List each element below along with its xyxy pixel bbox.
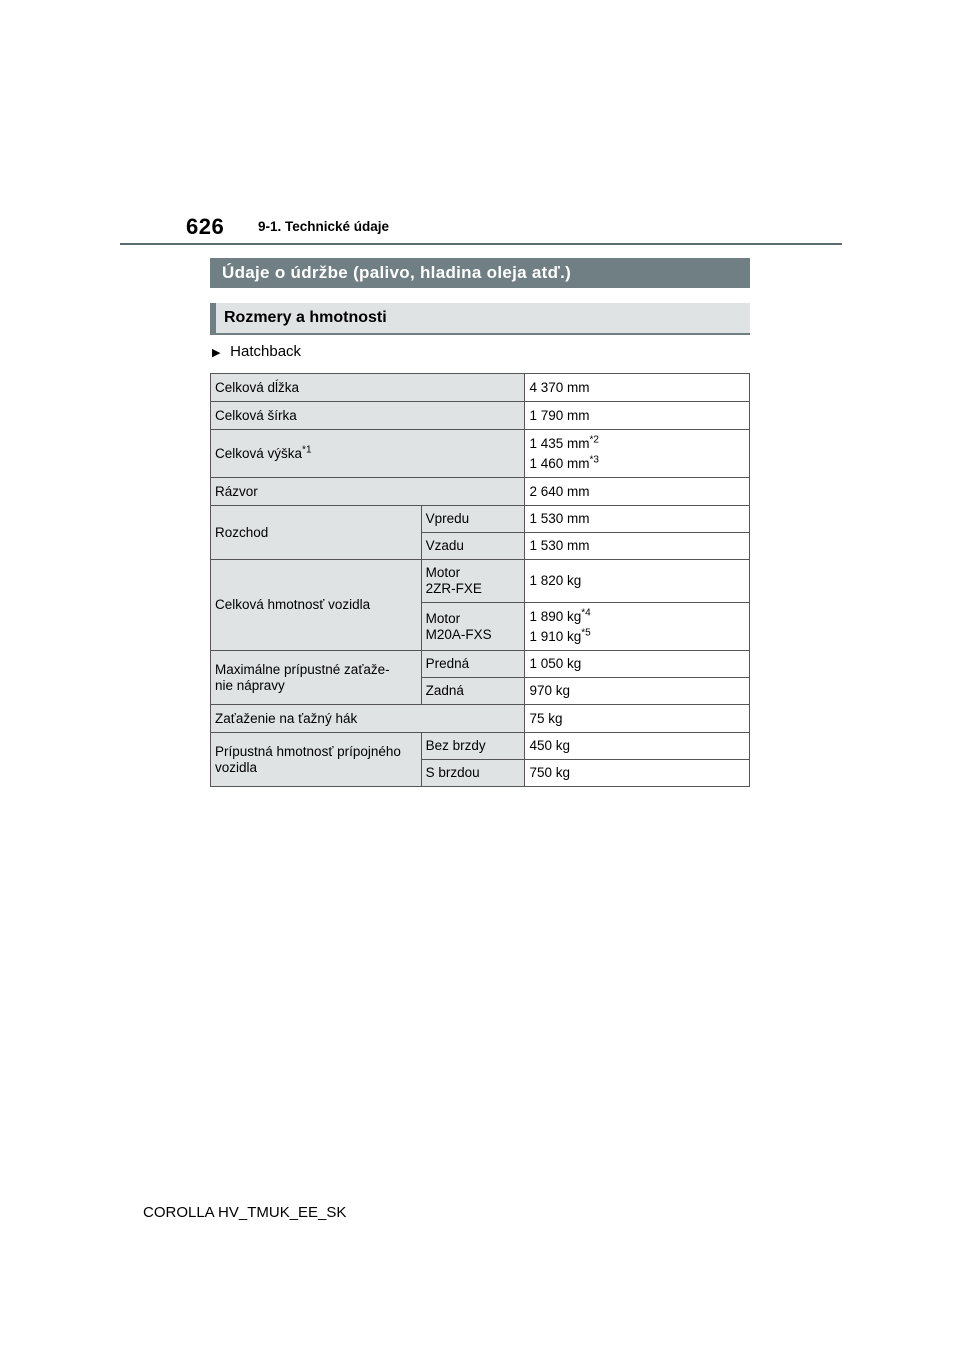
sublabel-cell: Predná <box>421 651 525 678</box>
value-line <box>529 456 745 472</box>
value-cell: 450 kg <box>525 733 750 760</box>
value-line <box>529 609 745 625</box>
value-cell: 1 530 mm <box>525 506 750 533</box>
value-cell: 750 kg <box>525 760 750 787</box>
table-row <box>211 705 750 733</box>
footnote-ref: *4 <box>581 607 591 618</box>
value-cell <box>525 430 750 478</box>
value-line <box>529 436 745 452</box>
label-cell <box>211 733 422 787</box>
bullet-item <box>212 343 301 360</box>
label-cell: Rázvor <box>211 478 525 506</box>
label-line: Maximálne prípustné zaťaže- <box>215 661 390 677</box>
value-line <box>529 629 745 645</box>
value-cell: 1 530 mm <box>525 533 750 560</box>
value-text: 1 890 kg <box>529 608 582 624</box>
table-row <box>211 478 750 506</box>
value-text: 1 910 kg <box>529 628 582 644</box>
footnote-ref: *5 <box>581 627 591 638</box>
value-cell <box>525 603 750 651</box>
table-row <box>211 560 750 603</box>
footnote-ref: *2 <box>589 434 599 445</box>
label-line: vozidla <box>215 759 258 775</box>
sublabel-cell: Bez brzdy <box>421 733 525 760</box>
section-title: 9-1. Technické údaje <box>258 219 390 234</box>
sublabel-cell: Vpredu <box>421 506 525 533</box>
header-divider <box>120 243 842 245</box>
sublabel-cell <box>421 560 525 603</box>
label-cell <box>211 430 525 478</box>
value-cell: 1 790 mm <box>525 402 750 430</box>
label-cell <box>211 651 422 705</box>
sublabel-cell: S brzdou <box>421 760 525 787</box>
sublabel-cell <box>421 603 525 651</box>
dimensions-table <box>210 373 750 787</box>
sublabel-line: 2ZR-FXE <box>425 581 482 596</box>
sublabel-line: M20A-FXS <box>425 626 492 642</box>
label-line: Prípustná hmotnosť prípojného <box>215 743 401 759</box>
value-text: 1 435 mm <box>529 435 590 451</box>
value-text: 1 460 mm <box>529 455 590 471</box>
footnote-ref: *3 <box>589 454 599 465</box>
triangle-right-icon: ▶ <box>212 347 221 359</box>
bullet-text: Hatchback <box>230 343 302 360</box>
table-row <box>211 651 750 678</box>
value-cell: 75 kg <box>525 705 750 733</box>
table-row <box>211 402 750 430</box>
label-cell: Zaťaženie na ťažný hák <box>211 705 525 733</box>
value-cell: 4 370 mm <box>525 374 750 402</box>
sublabel-line: Motor <box>425 610 461 626</box>
sublabel-cell: Vzadu <box>421 533 525 560</box>
sublabel-line: Motor <box>425 565 461 580</box>
label-cell: Rozchod <box>211 506 422 560</box>
page-number: 626 <box>186 214 225 239</box>
value-cell: 970 kg <box>525 678 750 705</box>
value-cell: 2 640 mm <box>525 478 750 506</box>
table-row <box>211 506 750 533</box>
value-cell: 1 820 kg <box>525 560 750 603</box>
label-cell: Celková dĺžka <box>211 374 525 402</box>
main-heading: Údaje o údržbe (palivo, hladina oleja atď.) <box>210 258 750 288</box>
sublabel-cell: Zadná <box>421 678 525 705</box>
value-cell: 1 050 kg <box>525 651 750 678</box>
table-row <box>211 374 750 402</box>
footnote-ref: *1 <box>302 444 312 455</box>
table-row <box>211 430 750 478</box>
sub-heading: Rozmery a hmotnosti <box>210 303 750 335</box>
label-cell: Celková šírka <box>211 402 525 430</box>
label-text: Celková výška <box>215 445 303 461</box>
label-cell: Celková hmotnosť vozidla <box>211 560 422 651</box>
footer-code: COROLLA HV_TMUK_EE_SK <box>143 1204 347 1221</box>
label-line: nie nápravy <box>215 677 285 693</box>
table-row <box>211 733 750 760</box>
